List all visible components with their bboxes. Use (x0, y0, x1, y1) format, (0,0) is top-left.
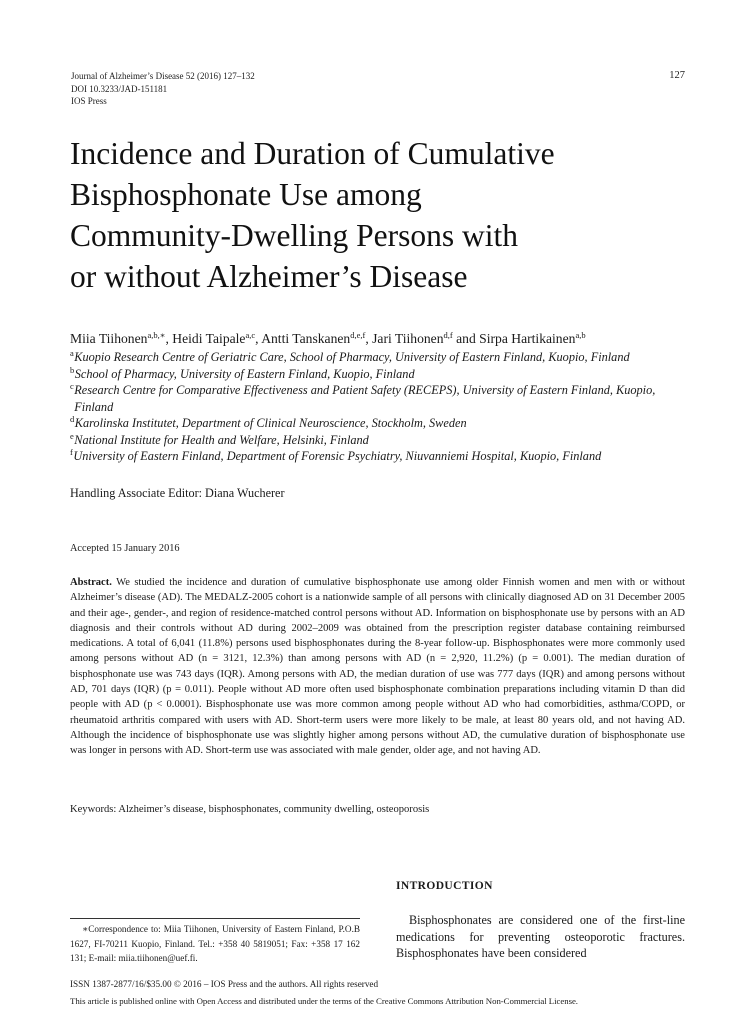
affiliation (70, 366, 690, 383)
title-line: Incidence and Duration of Cumulative (70, 136, 555, 171)
affiliation-text: Research Centre for Comparative Effectiveness and Patient Safety (RECEPS), University of Eastern Finland, Kuopio, Finland (74, 383, 656, 414)
author-separator: , (165, 331, 173, 346)
affiliation-text: School of Pharmacy, University of Eastern Finland, Kuopio, Finland (74, 366, 415, 381)
issn-line: ISSN 1387-2877/16/$35.00 © 2016 – IOS Press and the authors. All rights reserved (70, 979, 379, 989)
author-name: Antti Tanskanen (261, 331, 351, 346)
author-name: Miia Tiihonen (70, 331, 148, 346)
doi: DOI 10.3233/JAD-151181 (71, 83, 168, 94)
title-line: Bisphosphonate Use among (70, 177, 422, 212)
author-name: Heidi Taipale (172, 331, 246, 346)
affiliation-text: University of Eastern Finland, Department of Forensic Psychiatry, Niuvanniemi Hospital, Kuopio, Finland (73, 449, 602, 463)
affiliation-mark: d (70, 414, 75, 424)
author-affiliation-marks: d,f (443, 330, 453, 340)
introduction-paragraph: Bisphosphonates are considered one of the first-line medications for preventing osteoporotic fractures. Bisphosphonates have been considered (396, 913, 685, 961)
author-name: Sirpa Hartikainen (479, 331, 576, 346)
journal-header (71, 70, 255, 108)
author-separator: , (365, 331, 373, 346)
affiliation-mark: f (70, 447, 73, 457)
abstract (70, 575, 685, 759)
abstract-text: We studied the incidence and duration of cumulative bisphosphonate use among older Finnish women and men with or without Alzheimer’s disease (AD). The MEDALZ-2005 cohort is a nationwide sample of all persons with clinically diagnosed AD on 31 December 2005 and their age-, gender-, and region of residence-matched control persons without AD. Information on bisphosphonate use by persons with an AD diagnosis and their controls without AD during 2002–2009 was obtained from the prescription register database containing reimbursed medications. A total of 6,041 (11.8%) persons used bisphosphonates during the 8-year follow-up. Bisphosphonates were more commonly used among persons without AD (n = 3121, 12.3%) than among persons with AD (n = 2,920, 11.2%) (p = 0.001). The median duration of bisphosphonate use was 743 days (IQR). Among persons with AD, the median duration of use was 777 days (IQR) and among persons without AD, 701 days (IQR) (p = 0.011). People without AD more often used bisphosphonate combination preparations including vitamin D than did people with AD (p < 0.0001). Bisphosphonate use was more common among people without AD who had comorbidities, asthma/COPD, or rheumatoid arthritis compared with users with AD. Short-term users were more likely to be male, at least 80 years old, and not having AD. Although the incidence of bisphosphonate use was slightly higher among persons without AD, the cumulative duration of bisphosphonate use was longer in persons with AD. Short-term use was associated with male gender, older age, and not having AD. (70, 577, 686, 757)
page-number: 127 (669, 70, 685, 81)
correspondence-footnote: ∗Correspondence to: Miia Tiihonen, University of Eastern Finland, P.O.B 1627, FI-70211 Kuopio, Finland. Tel.: +358 40 5819051; Fax: +358 17 162 131; E-mail: miia.tiihonen@uef.fi. (70, 924, 360, 964)
license-line: This article is published online with Open Access and distributed under the terms of the Creative Commons Attribution Non-Commercial License. (70, 996, 578, 1006)
author-affiliation-marks: d,e,f (350, 330, 366, 340)
author-list (70, 331, 586, 347)
author-affiliation-marks: a,b (575, 330, 586, 340)
abstract-label: Abstract. (70, 577, 112, 588)
affiliation-mark: a (70, 348, 74, 358)
author-separator: , (255, 331, 262, 346)
author-separator: and (452, 331, 480, 346)
affiliation (70, 432, 690, 449)
affiliation (70, 382, 690, 415)
article-title (70, 133, 690, 297)
affiliation-text: National Institute for Health and Welfare, Helsinki, Finland (74, 432, 369, 447)
affiliation-text: Karolinska Institutet, Department of Clinical Neuroscience, Stockholm, Sweden (74, 416, 467, 430)
footnote-divider (70, 918, 360, 919)
publisher: IOS Press (71, 96, 107, 106)
affiliation-mark: e (70, 430, 74, 441)
keywords: Keywords: Alzheimer’s disease, bisphosphonates, community dwelling, osteoporosis (70, 804, 430, 815)
affiliation-mark: c (70, 381, 74, 391)
author-name: Jari Tiihonen (372, 331, 444, 346)
title-line: Community-Dwelling Persons with (70, 218, 518, 253)
handling-editor: Handling Associate Editor: Diana Wucherer (70, 486, 285, 500)
affiliation (70, 415, 690, 432)
affiliation-text: Kuopio Research Centre of Geriatric Care, School of Pharmacy, University of Eastern Finland, Kuopio, Finland (74, 350, 630, 364)
author-affiliation-marks: a,c (245, 330, 256, 340)
affiliation (70, 349, 690, 366)
affiliation-mark: b (70, 364, 75, 375)
author-affiliation-marks: a,b,∗ (147, 330, 166, 340)
journal-citation: Journal of Alzheimer’s Disease 52 (2016) 127–132 (71, 71, 255, 81)
affiliation (70, 448, 690, 465)
section-heading-introduction: INTRODUCTION (396, 880, 493, 892)
affiliation-list (70, 349, 690, 465)
title-line: or without Alzheimer’s Disease (70, 259, 468, 294)
accepted-date: Accepted 15 January 2016 (70, 543, 180, 554)
